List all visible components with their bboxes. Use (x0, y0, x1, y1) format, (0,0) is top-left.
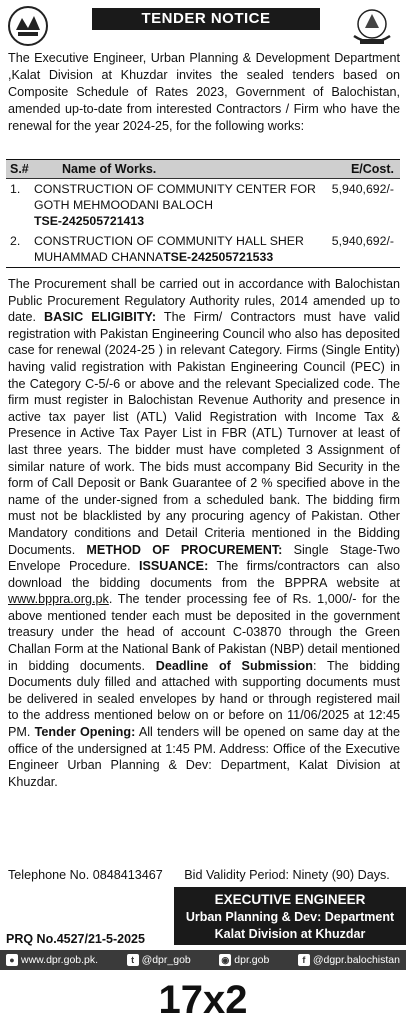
instagram-icon: ◉ (219, 954, 231, 966)
issuance-fee-text: . The tender processing fee of Rs. 1,000/- for the above mentioned tender each must be deposited in the government treasury under the head of account C-03870 through the Green Challan Form at the National Bank of Pakistan (NBP) detail mentioned in bidding documents. (8, 592, 401, 673)
issuance-text: The firms/contractors can also download the bidding documents from the BPPRA website at (8, 559, 400, 590)
dpr-emblem-icon (6, 4, 50, 48)
table-row (6, 181, 400, 233)
header-serial: S.# (10, 162, 29, 176)
procurement-rules-text: The Procurement shall be carried out in accordance with Balochistan Public Procurement Regulatory Authority rules, 2014 amended up to date. (8, 277, 400, 325)
row-serial: 1. (10, 182, 21, 196)
page-title: TENDER NOTICE (92, 8, 320, 30)
table-bottom-rule (6, 267, 400, 268)
header-estimated-cost: E/Cost. (350, 162, 394, 176)
footer-facebook[interactable] (298, 950, 400, 970)
header-name-of-works: Name of Works. (62, 162, 157, 176)
twitter-icon: t (127, 954, 139, 966)
footer-facebook-text: @dgpr.balochistan (312, 954, 400, 966)
footer-twitter[interactable] (127, 950, 191, 970)
tender-id: TSE-242505721533 (163, 250, 274, 264)
method-heading: METHOD OF PROCUREMENT: (86, 542, 283, 557)
opening-text: All tenders will be opened on same day at the office of the undersigned at 1:45 PM. Address: Office of the Executive Engineer Urban Planning & Dev: Department, Kalat Division at Khuzdar. (8, 725, 400, 789)
social-footer (0, 950, 406, 970)
row-work-name (34, 181, 324, 229)
row-work-name (34, 233, 324, 265)
globe-icon: ● (6, 954, 18, 966)
tender-body (8, 276, 400, 790)
deadline-text: : The bidding Documents duly filled and attached with supporting documents must be delivered in sealed envelopes by hand or through registered mail to the address mentioned below on or before on 11/06/2025 at 12:45 PM. (8, 658, 400, 740)
footer-website[interactable] (6, 950, 98, 970)
issuance-heading: ISSUANCE: (139, 559, 209, 574)
row-serial: 2. (10, 234, 21, 248)
signatory-title: EXECUTIVE ENGINEER (214, 892, 366, 907)
contact-line (8, 868, 390, 882)
bppra-website-link[interactable]: www.bppra.org.pk (8, 592, 109, 607)
footer-instagram[interactable] (219, 950, 269, 970)
works-table (6, 159, 400, 268)
deadline-heading: Deadline of Submission (155, 658, 313, 673)
footer-twitter-text: @dpr_gob (141, 954, 191, 966)
facebook-icon: f (298, 954, 310, 966)
table-header (6, 160, 400, 179)
ad-size-label: 17x2 (158, 978, 248, 1022)
work-description: CONSTRUCTION OF COMMUNITY HALL SHER MUHAMMAD CHANNA (34, 234, 304, 264)
intro-paragraph: The Executive Engineer, Urban Planning & Development Department ,Kalat Division at Khuzdar invites the sealed tenders based on Composite Schedule of Rates 2023, Government of Balochistan, amended up-to-date from interested Contractors / Firm who have the renewal for the year 2024-25, for the following works: (8, 51, 400, 133)
tender-id: TSE-242505721413 (34, 214, 145, 228)
telephone-number: Telephone No. 0848413467 (8, 868, 163, 882)
prq-number: PRQ No.4527/21-5-2025 (6, 932, 145, 946)
row-cost: 5,940,692/- (331, 234, 394, 248)
method-text: Single Stage-Two Envelope Procedure. (8, 542, 400, 574)
footer-instagram-text: dpr.gob (234, 954, 270, 966)
signature-block (174, 887, 406, 945)
work-description: CONSTRUCTION OF COMMUNITY CENTER FOR GOTH MEHMOODANI BALOCH (34, 182, 316, 212)
eligibility-heading: BASIC ELIGIBITY: (44, 310, 157, 325)
bid-validity: Bid Validity Period: Ninety (90) Days. (184, 868, 390, 882)
row-cost: 5,940,692/- (331, 182, 394, 196)
table-row (6, 233, 400, 267)
signatory-department: Urban Planning & Dev: Department (185, 910, 395, 924)
eligibility-text: The Firm/ Contractors must have valid registration with Pakistan Engineering Council who also has deposited case for renewal (2024-25 ) in relevant Category. Firms (Single Entity) having valid registration with Pakistan Engineering Council (PEC) in the Category C-5/-6 or above and the relevant Specialized code. The firm must register in Balochistan Revenue Authority and presence in active tax payer list (ATL) Valid Registration with Income Tax & Presence in Active Tax Payer List in FBR (ATL) Turnover at least of last three years. The bidder must have completed 3 Assignment of similar nature of work. The bids must accompany Bid Security in the form of Call Deposit or Bank Guarantee of 2 % specified above in the name of the under-signed from a scheduled bank. The bidding firm must not be blacklisted by any procuring agency of Pakistan. Other Mandatory conditions and Detail Criteria mentioned in the Bidding Documents. (8, 310, 401, 557)
footer-website-text: www.dpr.gob.pk. (21, 954, 99, 966)
signatory-division: Kalat Division at Khuzdar (214, 927, 366, 941)
opening-heading: Tender Opening: (34, 725, 136, 740)
balochistan-government-emblem-icon (350, 4, 394, 48)
